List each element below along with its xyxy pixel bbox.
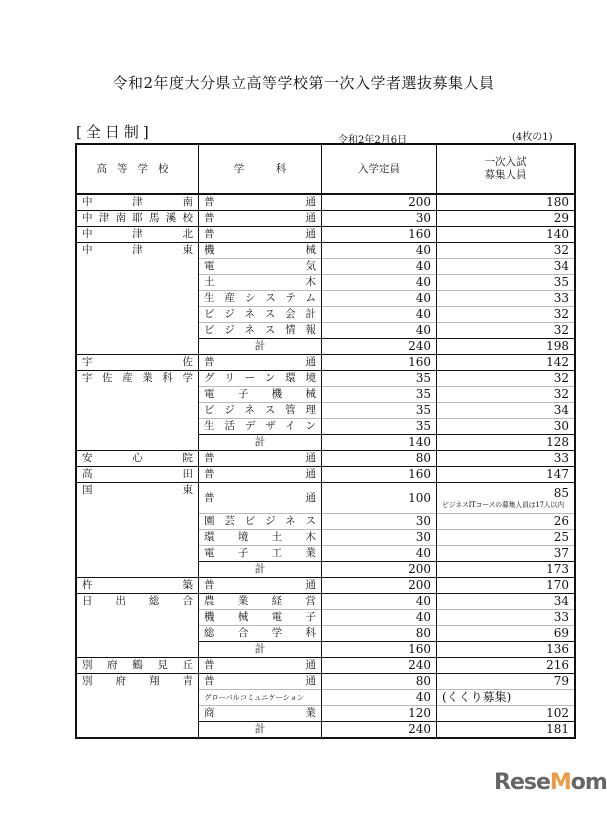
capacity: 40 <box>322 546 437 562</box>
recruitment-value: 128 <box>546 435 569 449</box>
recruitment-count <box>437 259 576 275</box>
capacity: 40 <box>322 243 437 259</box>
recruitment-count <box>437 594 576 610</box>
department: 普通 <box>199 578 322 594</box>
capacity: 80 <box>322 626 437 642</box>
capacity: 35 <box>322 387 437 403</box>
capacity: 40 <box>322 610 437 626</box>
department: 商業 <box>199 706 322 722</box>
capacity: 240 <box>322 722 437 739</box>
recruitment-value: 69 <box>553 626 569 640</box>
recruitment-count <box>437 211 576 227</box>
recruitment-count <box>437 546 576 562</box>
recruitment-count <box>437 626 576 642</box>
capacity: 30 <box>322 514 437 530</box>
recruitment-count <box>437 658 576 674</box>
recruitment-count <box>437 578 576 594</box>
department: グローバルコミュニケーション <box>199 690 322 706</box>
table-row <box>76 371 575 387</box>
document-title: 令和2年度大分県立高等学校第一次入学者選抜募集人員 <box>112 74 495 92</box>
department: 環境土木 <box>199 530 322 546</box>
capacity: 160 <box>322 355 437 371</box>
recruitment-value: 33 <box>553 291 569 305</box>
table-row <box>76 594 575 610</box>
total-label: 計 <box>199 435 322 451</box>
table-row <box>76 658 575 674</box>
recruitment-value: 33 <box>553 610 569 624</box>
recruitment-value: 32 <box>553 387 569 401</box>
recruitment-count <box>437 194 576 211</box>
table-row <box>76 243 575 259</box>
school-name: 高田 <box>76 467 199 483</box>
recruitment-value: 140 <box>546 227 569 241</box>
recruitment-count <box>437 690 576 706</box>
department: グリーン環境 <box>199 371 322 387</box>
capacity: 30 <box>322 211 437 227</box>
school-name: 別府翔青 <box>76 674 199 739</box>
recruitment-count <box>437 562 576 578</box>
capacity: 80 <box>322 674 437 690</box>
department: 電子機械 <box>199 387 322 403</box>
recruitment-count <box>437 451 576 467</box>
table-row <box>76 227 575 243</box>
recruitment-count <box>437 387 576 403</box>
section-label: [全日制] <box>76 123 153 141</box>
department: 土木 <box>199 275 322 291</box>
date: 令和2年2月6日 <box>338 135 408 146</box>
capacity: 240 <box>322 339 437 355</box>
table-row <box>76 467 575 483</box>
school-name: 中津北 <box>76 227 199 243</box>
recruitment-count <box>437 307 576 323</box>
recruitment-count <box>437 243 576 259</box>
recruitment-count <box>437 339 576 355</box>
table-row <box>76 194 575 211</box>
department: 普通 <box>199 355 322 371</box>
recruitment-count <box>437 355 576 371</box>
recruitment-value: 198 <box>546 339 569 353</box>
department: 普通 <box>199 467 322 483</box>
recruitment-value: 85 <box>553 486 569 500</box>
department: 普通 <box>199 658 322 674</box>
recruitment-count <box>437 610 576 626</box>
department: 普通 <box>199 194 322 211</box>
capacity: 240 <box>322 658 437 674</box>
resemom-logo: ReseMom <box>494 770 607 795</box>
recruitment-value: 33 <box>553 451 569 465</box>
table-row <box>76 578 575 594</box>
department: 農業経営 <box>199 594 322 610</box>
department: ビジネス会計 <box>199 307 322 323</box>
total-label: 計 <box>199 339 322 355</box>
capacity: 40 <box>322 259 437 275</box>
total-label: 計 <box>199 722 322 739</box>
capacity: 200 <box>322 194 437 211</box>
department: 普通 <box>199 451 322 467</box>
recruitment-count <box>437 722 576 739</box>
school-name: 宇佐 <box>76 355 199 371</box>
recruitment-value: 170 <box>546 578 569 592</box>
capacity: 40 <box>322 323 437 339</box>
header-school: 高等学校 <box>76 144 199 194</box>
recruitment-value: 216 <box>546 658 569 672</box>
recruitment-value: 180 <box>546 195 569 209</box>
department: 電気 <box>199 259 322 275</box>
recruitment-value: 30 <box>553 419 569 433</box>
table-row <box>76 451 575 467</box>
recruitment-count <box>437 706 576 722</box>
header-dept: 学 科 <box>199 144 322 194</box>
table-row <box>76 211 575 227</box>
table-row <box>76 674 575 690</box>
capacity: 35 <box>322 371 437 387</box>
recruitment-count <box>437 419 576 435</box>
capacity: 40 <box>322 291 437 307</box>
header-capacity: 入学定員 <box>322 144 437 194</box>
capacity: 160 <box>322 227 437 243</box>
recruitment-count <box>437 371 576 387</box>
school-name: 別府鶴見丘 <box>76 658 199 674</box>
department: ビジネス情報 <box>199 323 322 339</box>
capacity: 160 <box>322 642 437 658</box>
table-row <box>76 483 575 514</box>
school-name: 国東 <box>76 483 199 578</box>
recruitment-value: 32 <box>553 307 569 321</box>
department: 電子工業 <box>199 546 322 562</box>
department: 総合学科 <box>199 626 322 642</box>
department: 機械 <box>199 243 322 259</box>
recruitment-count <box>437 530 576 546</box>
recruitment-count <box>437 435 576 451</box>
capacity: 40 <box>322 690 437 706</box>
recruitment-value: 37 <box>553 546 569 560</box>
recruitment-value: 34 <box>553 259 569 273</box>
capacity: 200 <box>322 578 437 594</box>
recruitment-value: 34 <box>553 403 569 417</box>
header-recruit-line1: 一次入試 <box>484 156 527 168</box>
recruitment-value: 79 <box>553 674 569 688</box>
recruitment-count <box>437 323 576 339</box>
header-recruit <box>437 144 576 194</box>
recruitment-value: 173 <box>546 562 569 576</box>
header-row <box>76 144 575 194</box>
school-name: 中津南 <box>76 194 199 211</box>
department: 機械電子 <box>199 610 322 626</box>
recruitment-value: 136 <box>546 642 569 656</box>
capacity: 35 <box>322 419 437 435</box>
department: 普通 <box>199 674 322 690</box>
header-recruit-line2: 募集人員 <box>484 169 527 181</box>
department: 生活デザイン <box>199 419 322 435</box>
school-name: 中津南耶馬溪校 <box>76 211 199 227</box>
recruitment-table <box>75 143 576 739</box>
total-label: 計 <box>199 562 322 578</box>
school-name: 中津東 <box>76 243 199 355</box>
recruitment-value: 32 <box>553 323 569 337</box>
recruitment-value: (くくり募集) <box>442 690 512 704</box>
recruitment-value: 147 <box>546 467 569 481</box>
recruitment-value: 34 <box>553 594 569 608</box>
table-row <box>76 355 575 371</box>
recruitment-count <box>437 467 576 483</box>
school-name: 日出総合 <box>76 594 199 658</box>
recruitment-count <box>437 291 576 307</box>
recruitment-value: 32 <box>553 371 569 385</box>
recruitment-count <box>437 275 576 291</box>
capacity: 200 <box>322 562 437 578</box>
department: 園芸ビジネス <box>199 514 322 530</box>
total-label: 計 <box>199 642 322 658</box>
capacity: 120 <box>322 706 437 722</box>
recruitment-value: 181 <box>546 722 569 736</box>
recruitment-count <box>437 483 576 514</box>
capacity: 40 <box>322 275 437 291</box>
capacity: 140 <box>322 435 437 451</box>
department: ビジネス管理 <box>199 403 322 419</box>
recruitment-value: 142 <box>546 355 569 369</box>
recruitment-count <box>437 514 576 530</box>
recruitment-count <box>437 642 576 658</box>
recruitment-value: 35 <box>553 275 569 289</box>
recruitment-count <box>437 674 576 690</box>
capacity: 160 <box>322 467 437 483</box>
recruitment-value: 26 <box>553 514 569 528</box>
capacity: 100 <box>322 483 437 514</box>
recruitment-count <box>437 227 576 243</box>
recruitment-value: 29 <box>553 211 569 225</box>
recruitment-value: 25 <box>553 530 569 544</box>
school-name: 杵築 <box>76 578 199 594</box>
recruitment-value: 32 <box>553 243 569 257</box>
capacity: 80 <box>322 451 437 467</box>
recruitment-count <box>437 403 576 419</box>
school-name: 安心院 <box>76 451 199 467</box>
capacity: 35 <box>322 403 437 419</box>
recruitment-note: ビジネスITコースの募集人員は17人以内 <box>442 501 564 509</box>
recruitment-value: 102 <box>546 706 569 720</box>
department: 普通 <box>199 211 322 227</box>
capacity: 30 <box>322 530 437 546</box>
page-number: (4枚の1) <box>512 132 553 143</box>
capacity: 40 <box>322 594 437 610</box>
capacity: 40 <box>322 307 437 323</box>
department: 普通 <box>199 483 322 514</box>
department: 生産システム <box>199 291 322 307</box>
department: 普通 <box>199 227 322 243</box>
school-name: 宇佐産業科学 <box>76 371 199 451</box>
